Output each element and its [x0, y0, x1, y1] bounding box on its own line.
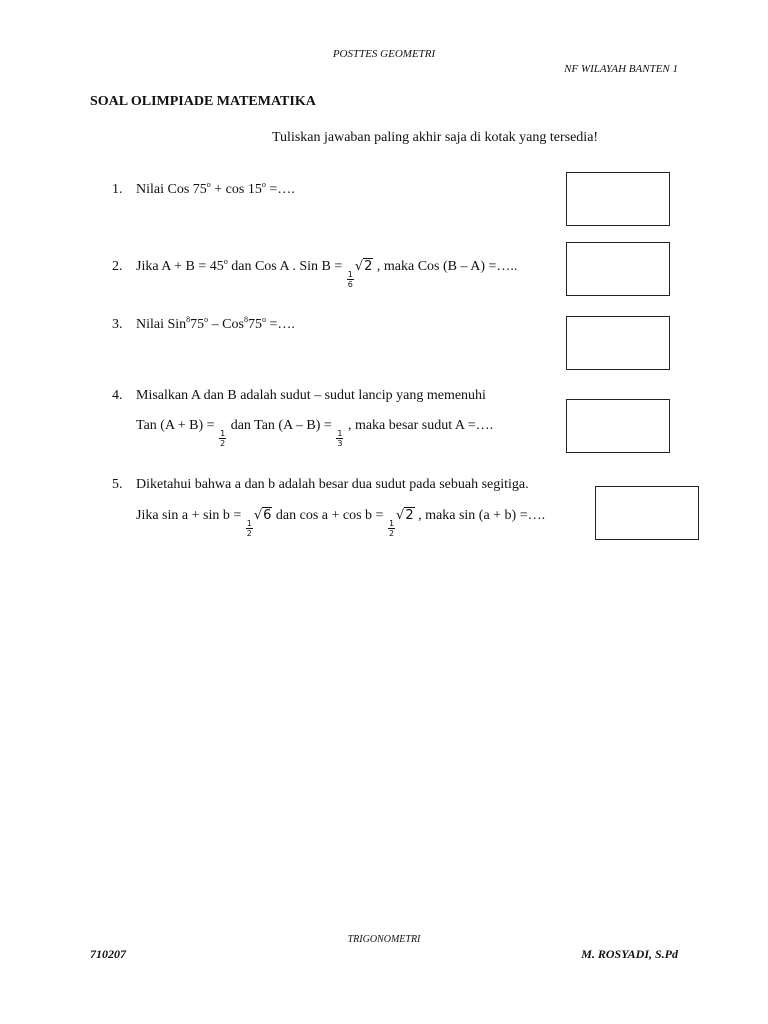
answer-box-2[interactable] — [566, 242, 670, 296]
question-number: 4. — [112, 388, 123, 403]
footer-right: M. ROSYADI, S.Pd — [581, 947, 678, 961]
square-root: √2 — [396, 508, 414, 523]
question-3: Nilai $Sin^875^o - Cos^875^o$ =…. — [136, 315, 295, 332]
answer-box-5[interactable] — [595, 486, 699, 540]
header-center: POSTTES GEOMETRI — [332, 48, 436, 60]
question-5-line-2: Jika sin a + sin b = $\frac{1}{2}$ √6 dan cos a + cos b = $\frac{1}{2}$ √2 , maka sin (a + b) =…. — [136, 508, 546, 538]
question-number: 5. — [112, 477, 123, 492]
question-4-line-2: Tan (A + B) = $\frac{1}{2}$ dan Tan (A – B) = $\frac{1}{3}$ , maka besar sudut A =…. — [136, 418, 494, 448]
page-title: SOAL OLIMPIADE MATEMATIKA — [90, 94, 316, 109]
footer-center: TRIGONOMETRI — [347, 934, 421, 945]
question-number: 3. — [112, 317, 123, 332]
footer-left: 710207 — [90, 947, 126, 961]
instruction: Tuliskan jawaban paling akhir saja di kotak yang tersedia! — [272, 130, 599, 145]
question-1: Nilai Cos $75^o + \cos 15^o$ =…. — [136, 180, 295, 197]
fraction: $\frac{1}{3}$ — [337, 429, 343, 448]
square-root: √6 — [253, 508, 272, 523]
square-root: √2 — [354, 259, 373, 274]
question-4-line-1: Misalkan A dan B adalah sudut – sudut lancip yang memenuhi — [136, 388, 486, 403]
answer-box-1[interactable] — [566, 172, 670, 226]
question-number: 1. — [112, 182, 123, 197]
answer-box-3[interactable] — [566, 316, 670, 370]
fraction: $\frac{1}{2}$ — [246, 519, 252, 538]
fraction: $\frac{1}{6}$ — [347, 270, 353, 289]
question-2: Jika $A + B = 45^o$ dan Cos A . Sin B = $\frac{1}{6}$ √2 , maka Cos (B – A) =….. — [136, 257, 518, 289]
fraction: $\frac{1}{2}$ — [220, 429, 226, 448]
question-5-line-1: Diketahui bahwa a dan b adalah besar dua sudut pada sebuah segitiga. — [136, 477, 529, 492]
header-right: NF WILAYAH BANTEN 1 — [564, 63, 678, 75]
question-number: 2. — [112, 259, 123, 274]
answer-box-4[interactable] — [566, 399, 670, 453]
fraction: $\frac{1}{2}$ — [388, 519, 395, 538]
